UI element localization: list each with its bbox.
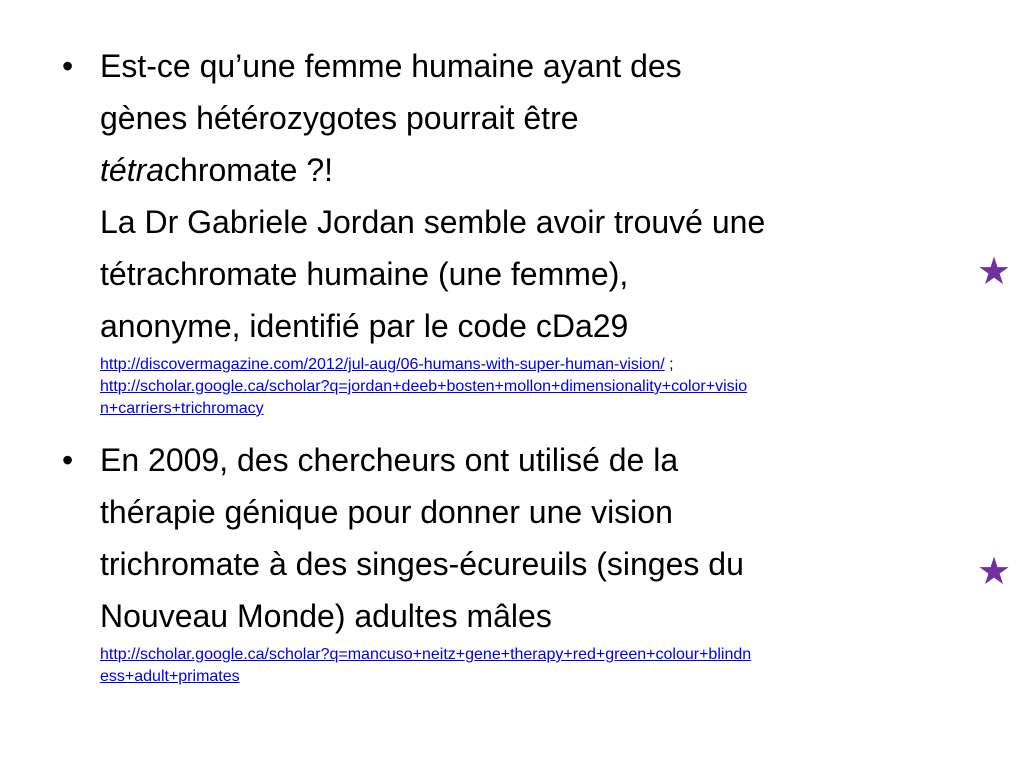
bullet-item-gene-therapy xyxy=(62,434,962,688)
bullet-marker: • xyxy=(62,48,74,84)
discover-magazine-link[interactable]: http://discovermagazine.com/2012/jul-aug/06-humans-with-super-human-vision/ xyxy=(100,356,665,373)
bullet-marker: • xyxy=(62,442,74,478)
italic-text: tétra xyxy=(100,152,165,188)
text-line: Nouveau Monde) adultes mâles xyxy=(100,598,552,634)
star-icon: ★ xyxy=(977,251,1012,293)
star-icon: ★ xyxy=(977,551,1012,593)
text-line: gènes hétérozygotes pourrait être xyxy=(100,100,579,136)
bullet-text xyxy=(100,434,962,642)
text-line: thérapie génique pour donner une vision xyxy=(100,494,673,530)
bullet-text xyxy=(100,40,962,352)
scholar-mancuso-link[interactable] xyxy=(100,644,962,688)
text-line: tétrachromate humaine (une femme), xyxy=(100,256,629,292)
text-line: anonyme, identifié par le code cDa29 xyxy=(100,308,629,344)
link-line: ess+adult+primates xyxy=(100,668,240,685)
text-line: En 2009, des chercheurs ont utilisé de la xyxy=(100,442,679,478)
slide-content xyxy=(62,40,962,688)
link-line: n+carriers+trichromacy xyxy=(100,400,264,417)
text-line: La Dr Gabriele Jordan semble avoir trouvé une xyxy=(100,204,766,240)
bullet-item-tetrachromacy xyxy=(62,40,962,420)
link-line xyxy=(100,354,962,376)
link-separator: ; xyxy=(664,356,674,373)
reference-links xyxy=(100,354,962,420)
link-line: http://scholar.google.ca/scholar?q=jordan+deeb+bosten+mollon+dimensionality+color+visio xyxy=(100,378,748,395)
text-line: Est-ce qu’une femme humaine ayant des xyxy=(100,48,682,84)
text-line xyxy=(100,144,962,196)
text-fragment: chromate ?! xyxy=(164,152,333,188)
text-line: trichromate à des singes-écureuils (singes du xyxy=(100,546,744,582)
reference-links xyxy=(100,644,962,688)
scholar-jordan-link[interactable] xyxy=(100,376,962,420)
link-line: http://scholar.google.ca/scholar?q=mancuso+neitz+gene+therapy+red+green+colour+blindn xyxy=(100,646,752,663)
